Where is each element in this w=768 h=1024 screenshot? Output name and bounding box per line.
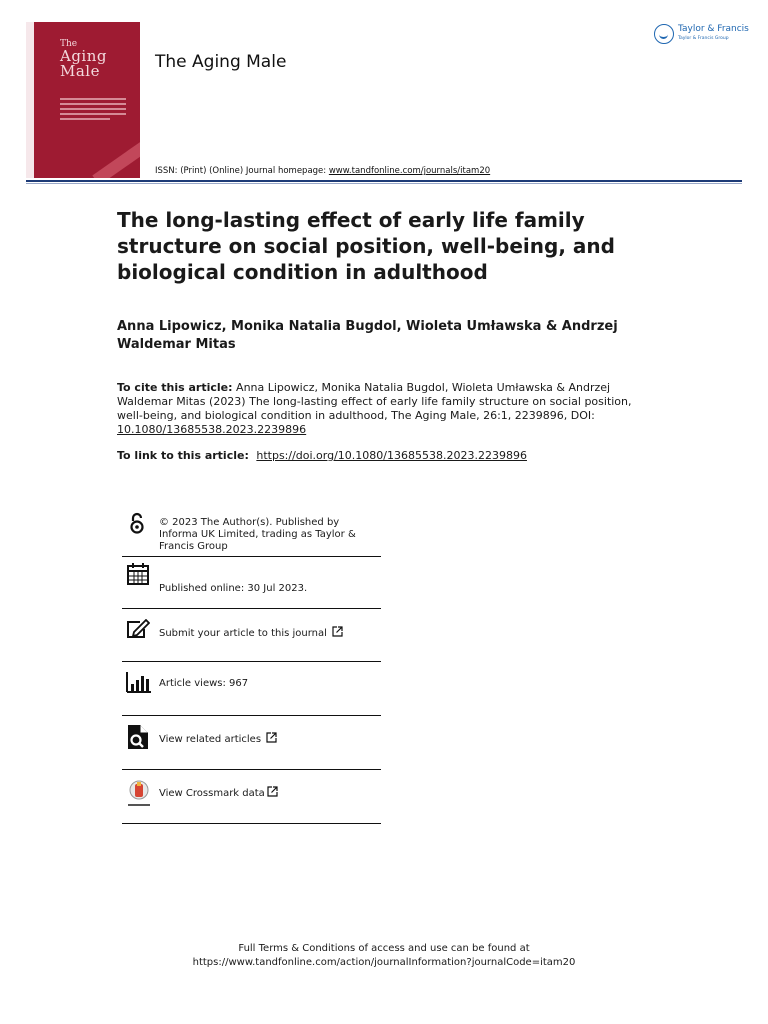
- journal-name: The Aging Male: [155, 52, 287, 72]
- crossmark-row[interactable]: [122, 770, 381, 824]
- edit-icon: [126, 619, 150, 643]
- submit-article-link[interactable]: [159, 626, 381, 641]
- bar-chart-icon: [126, 670, 150, 694]
- crossmark-label: View Crossmark data: [159, 788, 265, 799]
- publisher-logo[interactable]: [654, 22, 754, 48]
- publisher-name: Taylor & Francis: [678, 24, 749, 34]
- article-info-panel: [122, 508, 381, 824]
- article-title: The long-lasting effect of early life family structure on social position, well-being, and biological condition in adulthood: [117, 208, 615, 284]
- external-link-icon: [267, 786, 278, 801]
- article-views-row: [122, 662, 381, 716]
- related-articles-link[interactable]: [159, 732, 381, 747]
- crossmark-icon: [126, 780, 150, 804]
- published-row: [122, 557, 381, 609]
- open-access-text: © 2023 The Author(s). Published by Informa UK Limited, trading as Taylor & Francis Group: [159, 517, 356, 552]
- calendar-icon: [126, 562, 150, 586]
- article-authors: Anna Lipowicz, Monika Natalia Bugdol, Wioleta Umławska & Andrzej Waldemar Mitas: [117, 319, 618, 352]
- header-divider: [26, 180, 742, 182]
- article-link-label: To link to this article:: [117, 449, 249, 462]
- footer-line-1: Full Terms & Conditions of access and use can be found at: [238, 943, 530, 954]
- cover-ribbon: [92, 139, 140, 178]
- cover-title-line-2: Aging: [60, 47, 107, 65]
- cover-title-line-1: The: [60, 39, 78, 49]
- article-doi-link[interactable]: https://doi.org/10.1080/13685538.2023.2239896: [256, 449, 527, 462]
- article-link-block: [117, 449, 677, 463]
- open-access-row: [122, 508, 381, 557]
- citation-label: To cite this article:: [117, 381, 233, 394]
- cover-strip: [26, 22, 34, 178]
- issn-line: [155, 166, 490, 176]
- citation-text: Anna Lipowicz, Monika Natalia Bugdol, Wioleta Umławska & Andrzej Waldemar Mitas (2023) The long-lasting effect of early life family structure on social position, well-being, and biological condition in adulthood, The Aging Male, 26:1, 2239896, DOI:: [117, 381, 632, 422]
- related-articles-row[interactable]: [122, 716, 381, 770]
- submit-article-row[interactable]: [122, 609, 381, 662]
- publisher-subname: Taylor & Francis Group: [678, 36, 729, 41]
- cover-text-lines: [60, 98, 126, 123]
- publisher-logo-icon: [654, 24, 674, 44]
- published-date-text: Published online: 30 Jul 2023.: [159, 583, 308, 595]
- cover-title-line-3: Male: [60, 62, 100, 80]
- open-access-icon: [126, 512, 150, 536]
- related-articles-label: View related articles: [159, 734, 262, 745]
- external-link-icon: [332, 626, 343, 641]
- crossmark-link[interactable]: [159, 786, 381, 801]
- footer-terms-link[interactable]: https://www.tandfonline.com/action/journalInformation?journalCode=itam20: [192, 957, 576, 968]
- footer-terms: [0, 942, 768, 970]
- cover-title: [60, 40, 107, 79]
- journal-cover-image: [26, 22, 140, 178]
- header-divider-thin: [26, 183, 742, 184]
- journal-homepage-link[interactable]: www.tandfonline.com/journals/itam20: [328, 166, 491, 176]
- document-search-icon: [126, 724, 150, 748]
- article-views-text: Article views: 967: [159, 678, 249, 689]
- submit-article-label: Submit your article to this journal: [159, 628, 327, 639]
- citation-block: [117, 381, 657, 437]
- citation-doi-link[interactable]: 10.1080/13685538.2023.2239896: [117, 423, 307, 436]
- external-link-icon: [266, 732, 277, 747]
- issn-text: ISSN: (Print) (Online) Journal homepage:: [155, 166, 327, 176]
